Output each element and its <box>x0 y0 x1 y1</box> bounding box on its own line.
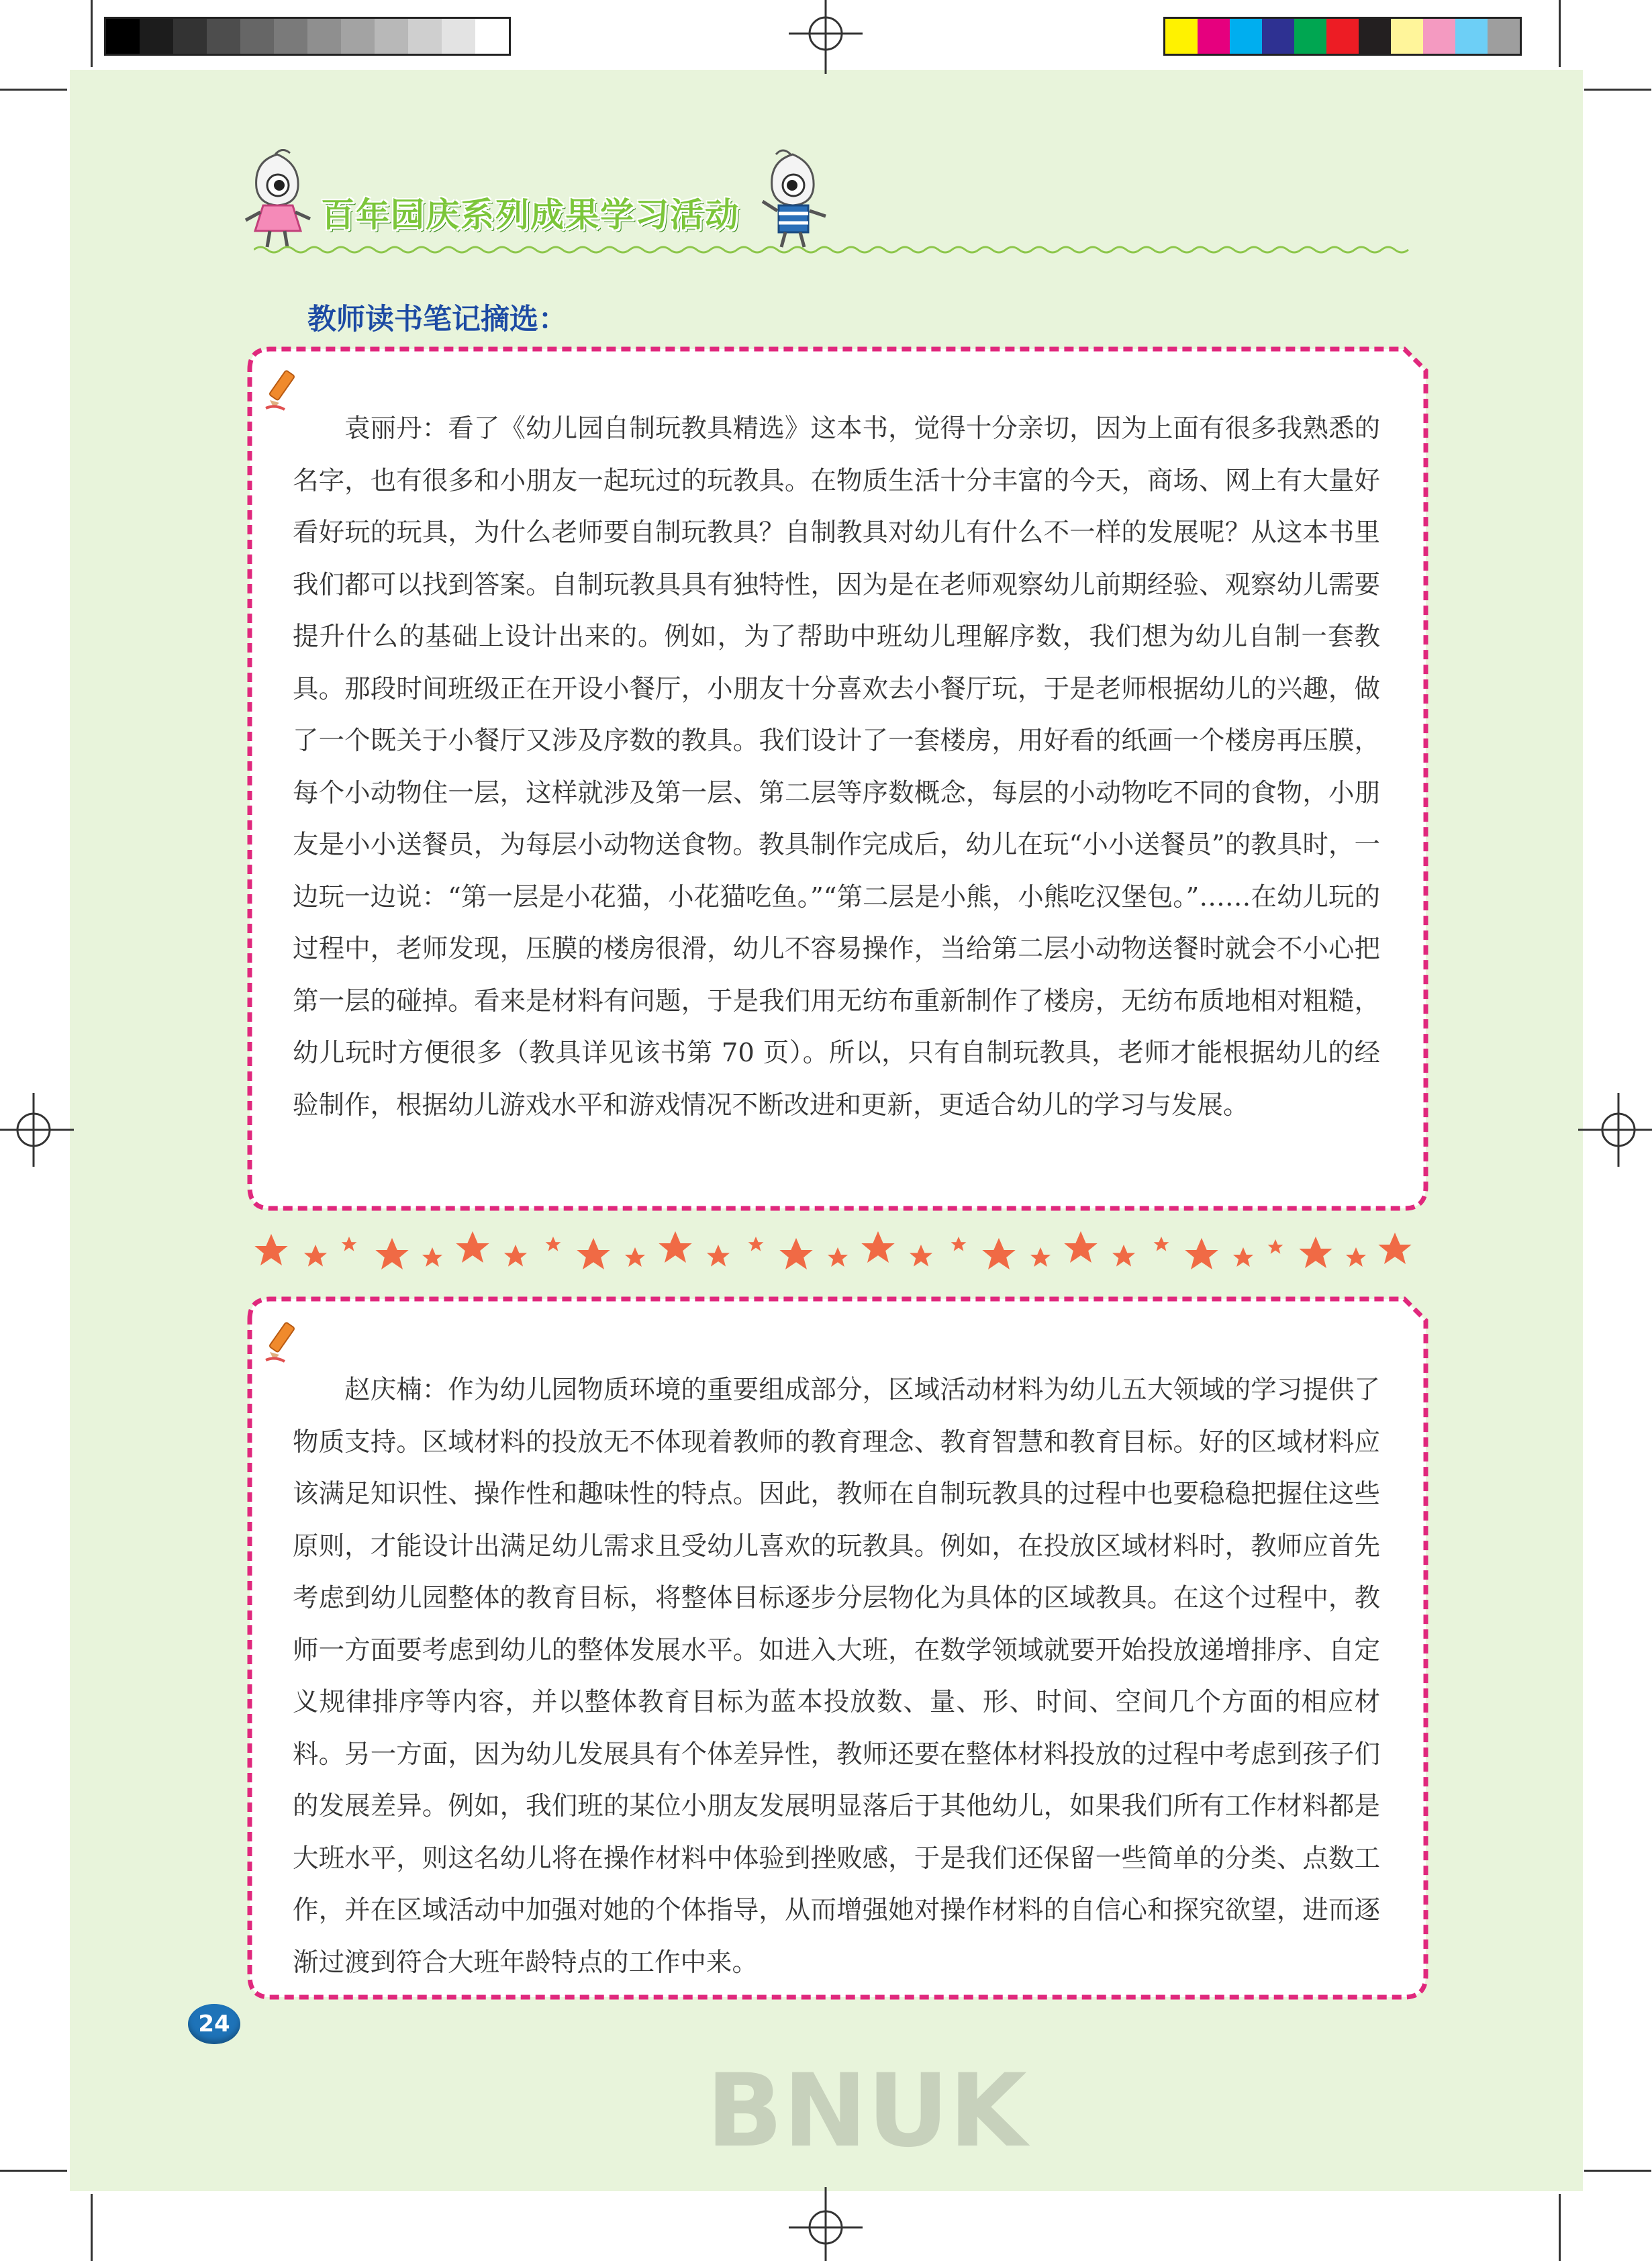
star-icon <box>707 1245 730 1267</box>
star-icon <box>659 1231 691 1263</box>
star-icon <box>1268 1239 1283 1254</box>
star-icon <box>1064 1231 1097 1263</box>
star-icon <box>951 1237 967 1251</box>
star-icon <box>504 1245 527 1267</box>
star-icon <box>1378 1233 1411 1264</box>
star-icon <box>422 1247 442 1267</box>
star-icon <box>1346 1247 1366 1267</box>
star-icon <box>342 1237 357 1251</box>
star-icon <box>1299 1237 1332 1268</box>
star-icon <box>982 1238 1015 1269</box>
star-icon <box>1233 1247 1253 1267</box>
registration-mark-icon <box>1578 1093 1652 1167</box>
note-text: 袁丽丹：看了《幼儿园自制玩教具精选》这本书，觉得十分亲切，因为上面有很多我熟悉的名字，也有很多和小朋友一起玩过的玩教具。在物质生活十分丰富的今天，商场、网上有大量好看好玩的玩具，为什么老师要自制玩教具？自制教具对幼儿有什么不一样的发展呢？从这本书里我们都可以找到答案。自制玩教具具有独特性，因为是在老师观察幼儿前期经验、观察幼儿需要提升什么的基础上设计出来的。例如，为了帮助中班幼儿理解序数，我们想为幼儿自制一套教具。那段时间班级正在开设小餐厅，小朋友十分喜欢去小餐厅玩，于是老师根据幼儿的兴趣，做了一个既关于小餐厅又涉及序数的教具。我们设计了一套楼房，用好看的纸画一个楼房再压膜，每个小动物住一层，这样就涉及第一层、第二层等序数概念，每层的小动物吃不同的食物，小朋友是小小送餐员，为每层小动物送食物。教具制作完成后，幼儿在玩“小小送餐员”的教具时，一边玩一边说：“第一层是小花猫，小花猫吃鱼。”“第二层是小熊，小熊吃汉堡包。”……在幼儿玩的过程中，老师发现，压膜的楼房很滑，幼儿不容易操作，当给第二层小动物送餐时就会不小心把第一层的碰掉。看来是材料有问题，于是我们用无纺布重新制作了楼房，无纺布质地相对粗糙，幼儿玩时方便很多（教具详见该书第 70 页）。所以，只有自制玩教具，老师才能根据幼儿的经验制作，根据幼儿游戏水平和游戏情况不断改进和更新，更适合幼儿的学习与发展。 <box>293 414 1380 1120</box>
section-title: 教师读书笔记摘选： <box>307 303 567 336</box>
star-icon <box>1185 1238 1218 1269</box>
star-icon <box>861 1231 894 1263</box>
header-title: 百年园庆系列成果学习活动 <box>321 195 740 234</box>
star-icon <box>1030 1247 1051 1267</box>
star-icon <box>748 1237 764 1251</box>
wavy-divider <box>254 243 1415 256</box>
grayscale-calibration-bar <box>104 17 511 56</box>
pencil-icon <box>264 1321 302 1363</box>
star-icon <box>1112 1245 1135 1267</box>
crop-mark <box>0 2170 67 2172</box>
star-icon <box>304 1245 327 1267</box>
crop-mark <box>0 89 67 91</box>
star-icon <box>546 1237 561 1251</box>
crop-mark <box>1584 89 1651 91</box>
registration-mark-icon <box>789 0 863 74</box>
crop-mark <box>91 0 93 67</box>
crop-mark <box>1559 0 1561 67</box>
star-icon <box>625 1247 645 1267</box>
crop-mark <box>1559 2194 1561 2261</box>
registration-mark-icon <box>0 1093 74 1167</box>
color-calibration-bar <box>1163 17 1522 56</box>
boy-mascot-icon <box>756 149 830 250</box>
star-icon <box>375 1238 408 1269</box>
star-icon <box>456 1231 489 1263</box>
star-icon <box>1154 1237 1169 1251</box>
crop-mark <box>1584 2170 1651 2172</box>
crop-mark <box>91 2194 93 2261</box>
star-icon <box>254 1234 287 1265</box>
note-text: 赵庆楠：作为幼儿园物质环境的重要组成部分，区域活动材料为幼儿五大领域的学习提供了物质支持。区域材料的投放无不体现着教师的教育理念、教育智慧和教育目标。好的区域材料应该满足知识性、操作性和趣味性的特点。因此，教师在自制玩教具的过程中也要稳稳把握住这些原则，才能设计出满足幼儿需求且受幼儿喜欢的玩教具。例如，在投放区域材料时，教师应首先考虑到幼儿园整体的教育目标，将整体目标逐步分层物化为具体的区域教具。在这个过程中，教师一方面要考虑到幼儿的整体发展水平。如进入大班，在数学领域就要开始投放递增排序、自定义规律排序等内容，并以整体教育目标为蓝本投放数、量、形、时间、空间几个方面的相应材料。另一方面，因为幼儿发展具有个体差异性，教师还要在整体材料投放的过程中考虑到孩子们的发展差异。例如，我们班的某位小朋友发展明显落后于其他幼儿，如果我们所有工作材料都是大班水平，则这名幼儿将在操作材料中体验到挫败感，于是我们还保留一些简单的分类、点数工作，并在区域活动中加强对她的个体指导，从而增强她对操作材料的自信心和探究欲望，进而逐渐过渡到符合大班年龄特点的工作中来。 <box>293 1375 1380 1978</box>
star-divider <box>248 1229 1416 1276</box>
watermark: BNUK <box>706 2053 1027 2170</box>
star-icon <box>779 1238 812 1269</box>
star-icon <box>577 1238 610 1269</box>
girl-mascot-icon <box>240 149 314 250</box>
star-icon <box>910 1245 932 1267</box>
page-number: 24 <box>188 2004 240 2044</box>
registration-mark-icon <box>789 2187 863 2261</box>
star-icon <box>828 1247 848 1267</box>
